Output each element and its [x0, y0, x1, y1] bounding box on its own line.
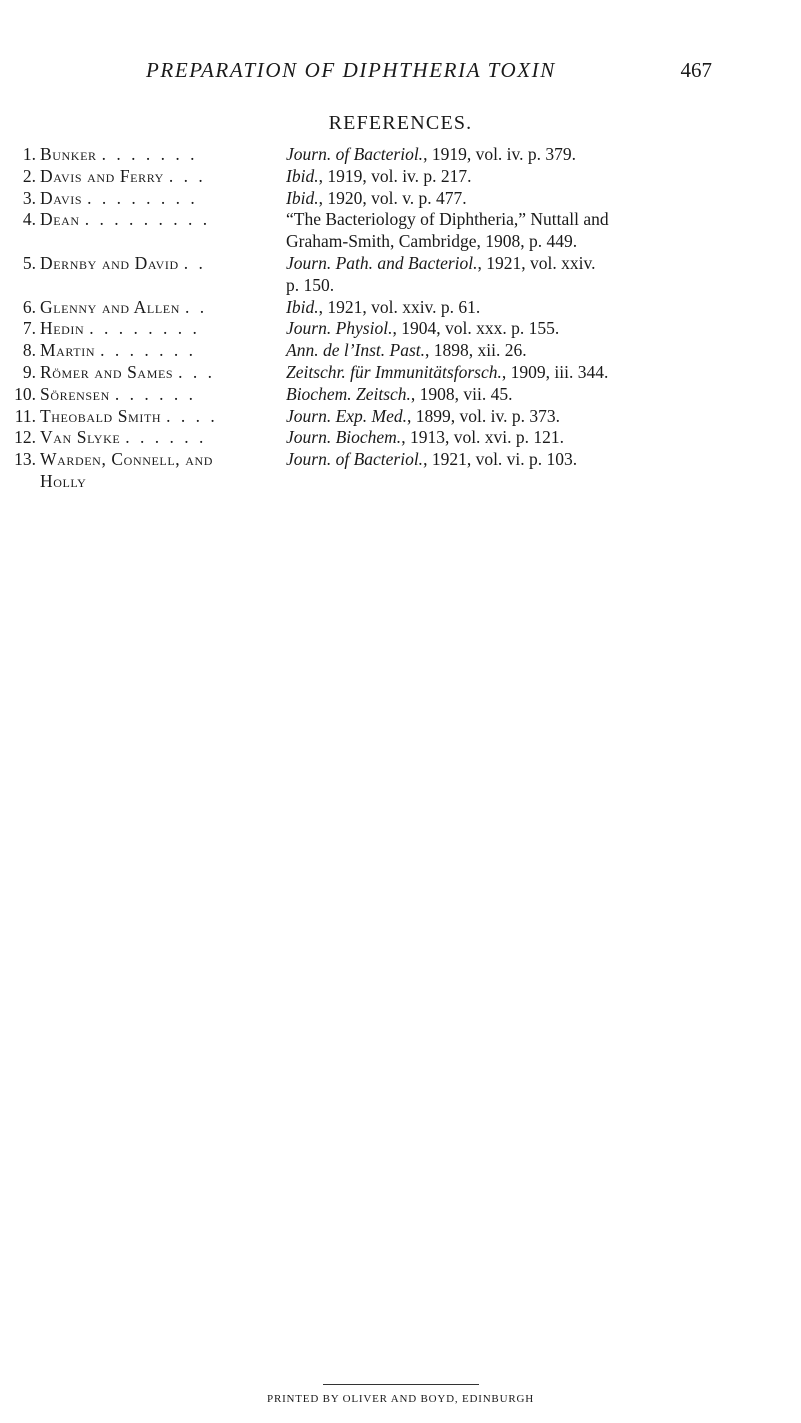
journal-title: Zeitschr. für Immunitätsforsch.	[286, 361, 502, 382]
citation-continuation: p. 150.	[286, 274, 335, 295]
reference-entry	[0, 406, 801, 428]
reference-number: 8.	[22, 340, 36, 361]
reference-author	[40, 427, 278, 449]
leader-dots: . . . . . . .	[100, 340, 196, 361]
reference-author	[40, 188, 278, 210]
reference-source	[286, 384, 736, 406]
reference-entry	[0, 340, 801, 362]
reference-author	[40, 449, 278, 471]
reference-number: 10.	[14, 383, 36, 404]
reference-author-continuation	[0, 471, 801, 493]
reference-number: 12.	[14, 427, 36, 448]
page-number: 467	[680, 58, 712, 82]
page-header	[146, 58, 712, 90]
citation-details: , 1921, vol. xxiv. p. 61.	[318, 296, 481, 317]
citation-details: , 1908, vii. 45.	[410, 383, 513, 404]
reference-entry	[0, 318, 801, 340]
leader-dots: . . . . . .	[114, 383, 196, 404]
reference-source	[286, 340, 736, 362]
reference-entry	[0, 144, 801, 166]
journal-title: Journ. Biochem.	[286, 427, 402, 448]
reference-source	[286, 427, 736, 449]
reference-entry	[0, 188, 801, 210]
author-name: Glenny and Allen	[40, 296, 180, 317]
reference-source	[286, 253, 736, 297]
journal-title: Biochem. Zeitsch.	[286, 383, 411, 404]
reference-entry	[0, 362, 801, 384]
citation-details: , 1920, vol. v. p. 477.	[318, 187, 467, 208]
reference-source	[286, 449, 736, 471]
citation-details: , 1904, vol. xxx. p. 155.	[392, 318, 560, 339]
citation-details: , 1909, iii. 344.	[501, 361, 609, 382]
reference-number: 7.	[22, 318, 36, 339]
reference-number: 9.	[22, 361, 36, 382]
leader-dots: . . . . . . . . .	[84, 209, 211, 230]
reference-author	[40, 384, 278, 406]
reference-number: 2.	[22, 165, 36, 186]
citation-continuation: Graham-Smith, Cambridge, 1908, p. 449.	[286, 231, 578, 252]
reference-source	[286, 188, 736, 210]
leader-dots: . .	[184, 296, 208, 317]
reference-number: 4.	[22, 209, 36, 230]
reference-source	[286, 362, 736, 384]
reference-entry	[0, 297, 801, 319]
journal-title: Ibid.	[286, 165, 319, 186]
leader-dots: . . .	[168, 165, 206, 186]
leader-dots: . .	[183, 252, 206, 273]
journal-title: Journ. Physiol.	[286, 318, 393, 339]
author-name: Hedin	[40, 318, 85, 339]
author-name: Dean	[40, 209, 80, 230]
reference-author	[40, 340, 278, 362]
citation-details: , 1898, xii. 26.	[425, 340, 527, 361]
leader-dots: . . .	[178, 361, 216, 382]
author-name: Davis	[40, 187, 83, 208]
author-name: Van Slyke	[40, 427, 121, 448]
reference-number: 6.	[22, 296, 36, 317]
reference-number: 3.	[22, 187, 36, 208]
journal-title: Journ. of Bacteriol.	[286, 144, 424, 164]
citation-details: , 1919, vol. iv. p. 217.	[318, 165, 472, 186]
reference-source	[286, 209, 736, 253]
footer-divider	[323, 1384, 479, 1385]
leader-dots: . . . . . .	[125, 427, 207, 448]
reference-source	[286, 406, 736, 428]
leader-dots: . . . . . . . .	[89, 318, 200, 339]
author-name: Martin	[40, 340, 96, 361]
author-name: Warden, Connell, and	[40, 449, 214, 470]
reference-author	[40, 253, 278, 275]
journal-title: Journ. of Bacteriol.	[286, 449, 424, 470]
author-name: Davis and Ferry	[40, 165, 164, 186]
citation-details: , 1921, vol. vi. p. 103.	[423, 449, 578, 470]
citation-details: , 1919, vol. iv. p. 379.	[423, 144, 577, 164]
reference-entry	[0, 427, 801, 449]
reference-author	[40, 297, 278, 319]
author-name: Bunker	[40, 144, 97, 164]
reference-author	[40, 318, 278, 340]
running-title: PREPARATION OF DIPHTHERIA TOXIN	[146, 58, 556, 82]
citation-details: “The Bacteriology of Diphtheria,” Nuttall and	[286, 209, 609, 230]
leader-dots: . . . .	[166, 405, 218, 426]
citation-details: , 1899, vol. iv. p. 373.	[407, 405, 560, 426]
journal-title: Journ. Path. and Bacteriol.	[286, 252, 478, 273]
reference-number: 13.	[14, 449, 36, 470]
author-name: Dernby and David	[40, 252, 179, 273]
reference-number: 1.	[22, 144, 36, 164]
author-name-continued: Holly	[40, 470, 87, 491]
reference-entry	[0, 384, 801, 406]
reference-author	[40, 362, 278, 384]
leader-dots: . . . . . . .	[101, 144, 198, 164]
journal-title: Ibid.	[286, 296, 319, 317]
reference-number: 11.	[14, 405, 36, 426]
author-name: Römer and Sames	[40, 361, 174, 382]
reference-entry	[0, 253, 801, 297]
reference-author	[40, 209, 278, 231]
reference-entry	[0, 209, 801, 253]
reference-number: 5.	[22, 252, 36, 273]
reference-author	[40, 144, 278, 166]
author-name: Theobald Smith	[40, 405, 162, 426]
citation-details: , 1913, vol. xvi. p. 121.	[401, 427, 565, 448]
journal-title: Ann. de l’Inst. Past.	[286, 340, 426, 361]
reference-source	[286, 297, 736, 319]
reference-author	[40, 406, 278, 428]
journal-title: Journ. Exp. Med.	[286, 405, 408, 426]
reference-entry	[0, 166, 801, 188]
citation-details: , 1921, vol. xxiv.	[477, 252, 596, 273]
reference-source	[286, 318, 736, 340]
reference-source	[286, 144, 736, 166]
printer-imprint: PRINTED BY OLIVER AND BOYD, EDINBURGH	[267, 1393, 534, 1405]
reference-author	[40, 166, 278, 188]
leader-dots: . . . . . . . .	[87, 187, 198, 208]
references-list	[0, 144, 801, 493]
author-name: Sörensen	[40, 383, 110, 404]
journal-title: Ibid.	[286, 187, 319, 208]
reference-entry	[0, 449, 801, 471]
reference-source	[286, 166, 736, 188]
references-heading: REFERENCES.	[328, 112, 473, 134]
